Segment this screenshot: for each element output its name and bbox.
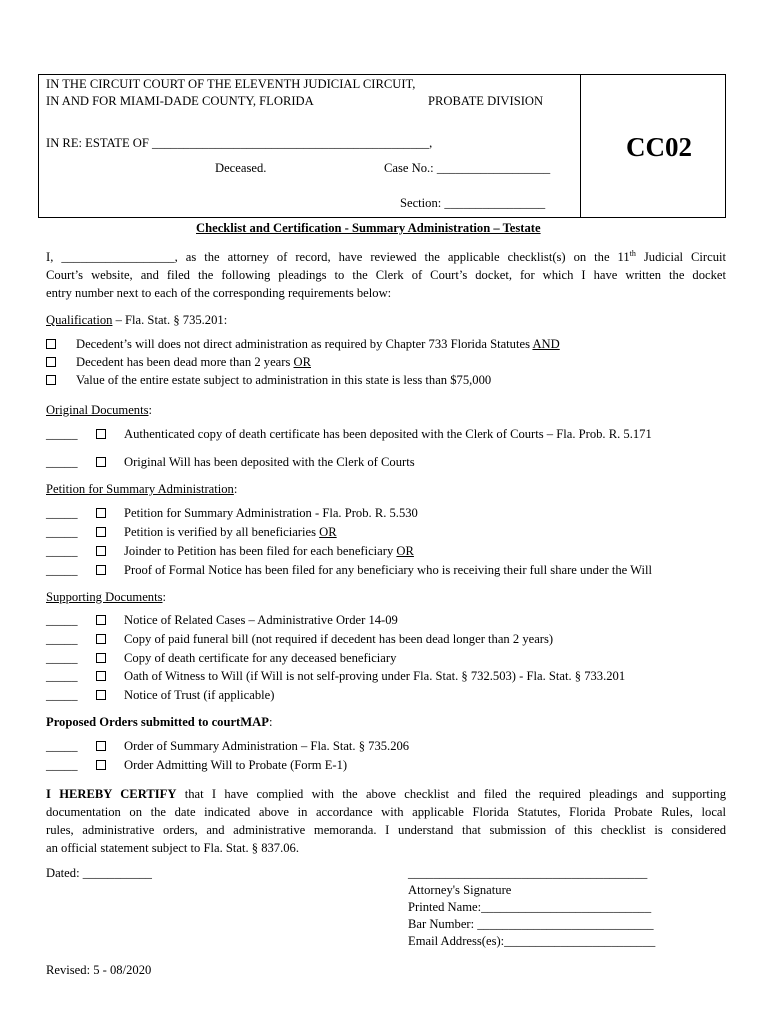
bar-number-field[interactable]: Bar Number: ____________________________ <box>408 917 654 931</box>
docket-entry-blank[interactable]: _____ <box>46 651 78 665</box>
checkbox[interactable] <box>96 565 106 575</box>
proposed-orders-heading: Proposed Orders submitted to courtMAP: <box>46 715 273 729</box>
certify-line-2: documentation on the date indicated above in accordance with applicable Florida Statutes, Florida Probate Rules, local <box>46 805 726 819</box>
signature-line[interactable]: ______________________________________ <box>408 866 648 880</box>
docket-entry-blank[interactable]: _____ <box>46 688 78 702</box>
docket-entry-blank[interactable]: _____ <box>46 563 78 577</box>
checkbox[interactable] <box>46 375 56 385</box>
docket-entry-blank[interactable]: _____ <box>46 427 78 441</box>
form-code: CC02 <box>626 132 692 162</box>
checkbox[interactable] <box>96 760 106 770</box>
checkbox[interactable] <box>96 546 106 556</box>
certification-paragraph <box>46 785 726 857</box>
docket-entry-blank[interactable]: _____ <box>46 613 78 627</box>
page-title: Checklist and Certification - Summary Administration – Testate <box>196 221 541 235</box>
checkbox[interactable] <box>96 527 106 537</box>
dated-field[interactable]: Dated: ___________ <box>46 866 152 880</box>
certify-line-1: I HEREBY CERTIFY that I have complied with the above checklist and filed the required pleadings and supporting <box>46 787 726 801</box>
docket-entry-blank[interactable]: _____ <box>46 758 78 772</box>
certify-line-4: an official statement subject to Fla. Stat. § 837.06. <box>46 841 299 855</box>
docket-entry-blank[interactable]: _____ <box>46 739 78 753</box>
checkbox[interactable] <box>96 457 106 467</box>
checkbox[interactable] <box>46 339 56 349</box>
checkbox[interactable] <box>96 690 106 700</box>
original-documents-heading: Original Documents: <box>46 403 152 417</box>
checkbox[interactable] <box>96 741 106 751</box>
revision-note: Revised: 5 - 08/2020 <box>46 963 152 977</box>
attorney-signature-label: Attorney's Signature <box>408 883 512 897</box>
docket-entry-blank[interactable]: _____ <box>46 632 78 646</box>
docket-entry-blank[interactable]: _____ <box>46 455 78 469</box>
caption-divider <box>580 74 581 218</box>
intro-line-3: entry number next to each of the corresponding requirements below: <box>46 286 392 300</box>
court-line-1: IN THE CIRCUIT COURT OF THE ELEVENTH JUDICIAL CIRCUIT, <box>46 77 416 91</box>
checkbox[interactable] <box>96 615 106 625</box>
case-number-field[interactable]: Case No.: __________________ <box>384 161 551 175</box>
docket-entry-blank[interactable]: _____ <box>46 669 78 683</box>
probate-division: PROBATE DIVISION <box>428 94 544 108</box>
court-line-2: IN AND FOR MIAMI-DADE COUNTY, FLORIDA <box>46 94 314 108</box>
email-field[interactable]: Email Address(es):________________________ <box>408 934 656 948</box>
deceased-label: Deceased. <box>215 161 267 175</box>
docket-entry-blank[interactable]: _____ <box>46 525 78 539</box>
intro-line-1: I, __________________, as the attorney of record, have reviewed the applicable checklist(s) on the 11th Judicial Circuit <box>46 248 726 264</box>
section-field[interactable]: Section: ________________ <box>400 196 546 210</box>
petition-heading: Petition for Summary Administration: <box>46 482 238 496</box>
checkbox[interactable] <box>96 671 106 681</box>
supporting-documents-heading: Supporting Documents: <box>46 590 166 604</box>
certify-line-3: rules, administrative orders, and administrative memoranda. I understand that submission of this checklist is considered <box>46 823 726 837</box>
docket-entry-blank[interactable]: _____ <box>46 506 78 520</box>
checkbox[interactable] <box>96 653 106 663</box>
checkbox[interactable] <box>96 508 106 518</box>
checkbox[interactable] <box>46 357 56 367</box>
intro-paragraph <box>46 248 726 302</box>
printed-name-field[interactable]: Printed Name:___________________________ <box>408 900 652 914</box>
checkbox[interactable] <box>96 429 106 439</box>
intro-line-2: Court’s website, and filed the following pleadings to the Clerk of Court’s docket, for which I have written the docket <box>46 268 726 282</box>
checkbox[interactable] <box>96 634 106 644</box>
qualification-heading: Qualification – Fla. Stat. § 735.201: <box>46 313 228 327</box>
docket-entry-blank[interactable]: _____ <box>46 544 78 558</box>
estate-of-field[interactable]: IN RE: ESTATE OF ____________________________________________, <box>46 136 433 150</box>
